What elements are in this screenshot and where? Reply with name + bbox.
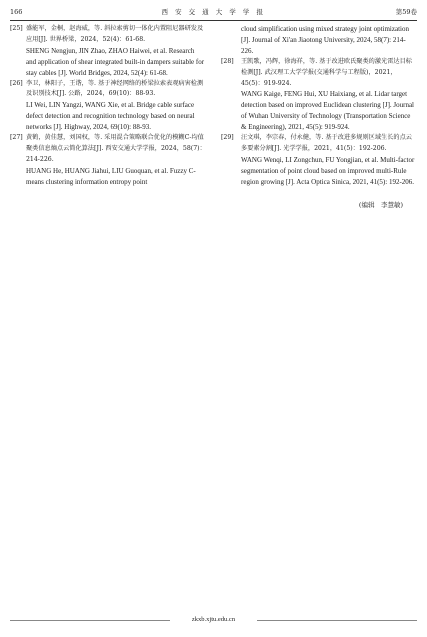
editor-credit: (编辑 李慧敏) [358, 200, 403, 209]
reference-number: [25] [10, 25, 23, 32]
reference-english: WANG Kaige, FENG Hui, XU Haixiang, et al. Lidar target detection based on improved Euclidean clustering [J]. Journal of Wuhan University of Technology (Transportation Science & Engineering), 2021, 45(5): 919-924. [241, 90, 415, 132]
footer-rule-right [257, 620, 417, 621]
reference-english-continued: cloud simplification using mixed strategy joint optimization [J]. Journal of Xi'an Jiaotong University, 2024, 58(7): 214-226. [241, 25, 409, 55]
reference-28 [221, 57, 417, 133]
reference-english: HUANG He, HUANG Jiahui, LIU Guoquan, et al. Fuzzy C-means clustering information entropy point [26, 166, 196, 186]
footer-url[interactable]: zkxb.xjtu.edu.cn [188, 616, 239, 623]
volume-label: 第59卷 [395, 8, 417, 16]
reference-chinese: 李卫，林阳子，王谐，等. 基于神经网络的桥梁拉索表观病害检测及识别技术[J]. 公路，2024，69(10)：88-93. [26, 79, 204, 98]
page-footer [10, 616, 417, 623]
reference-number: [29] [221, 134, 234, 142]
reference-number: [28] [221, 57, 234, 65]
right-column [221, 24, 417, 211]
reference-27-continued [221, 24, 417, 57]
reference-29 [221, 133, 417, 188]
reference-27 [10, 133, 206, 188]
left-column [10, 24, 206, 188]
reference-chinese: 黄鹤，黄佳慧，刘国权，等. 采用混合策略联合优化的模糊C-均值聚类信息熵点云简化算法[J]. 西安交通大学学报，2024，58(7)：214-226. [26, 134, 206, 163]
page-number: 166 [10, 8, 23, 16]
reference-english: SHENG Nengjun, JIN Zhao, ZHAO Haiwei, et al. Research and application of shear integrated built-in dampers suitable for stay cables [J]. World Bridges, 2024, 52(4): 61-68. [26, 46, 205, 77]
journal-title: 西 安 交 通 大 学 学 报 [161, 8, 266, 16]
footer-rule-left [10, 620, 170, 621]
reference-chinese: 盛能军，金桐，赵海威，等. 斜拉索剪切一体化内置阻尼器研发及应用[J]. 世界桥梁，2024，52(4)：61-68. [26, 25, 204, 43]
reference-number: [27] [10, 134, 23, 142]
reference-english: LI Wei, LIN Yangzi, WANG Xie, et al. Bridge cable surface defect detection and recognition technology based on neural networks [J]. Highway, 2024, 69(10): 88-93. [26, 101, 195, 132]
reference-chinese: 王凯歌，冯辉，徐海祥，等. 基于改进欧氏聚类的激光雷达目标检测[J]. 武汉理工大学学报(交通科学与工程版)，2021，45(5)：919-924. [241, 57, 412, 87]
reference-english: WANG Wenqi, LI Zongchun, FU Yongjian, et al. Multi-factor segmentation of point cloud based on improved multi-Rule region growing [J]. Acta Optica Sinica, 2021, 41(5): 192-206. [241, 155, 415, 186]
reference-26 [10, 79, 206, 134]
reference-25 [10, 24, 206, 79]
reference-chinese: 汪文琪，李宗春，付永健，等. 基于改进多规则区域生长的点云多要素分割[J]. 光学学报，2021，41(5)：192-206. [241, 134, 412, 152]
reference-number: [26] [10, 79, 23, 87]
page-header [10, 6, 417, 21]
